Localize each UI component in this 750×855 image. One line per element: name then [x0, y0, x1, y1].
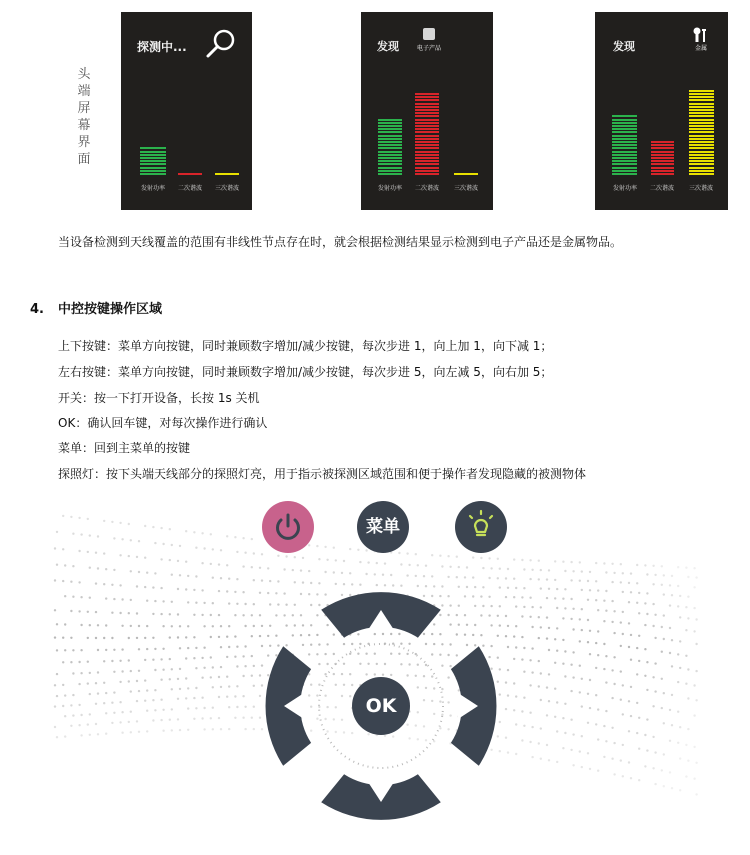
bar-segment: [378, 157, 402, 159]
bar-segment: [689, 128, 714, 130]
bar-third-harmonic: [215, 172, 239, 175]
screen-found-metal: [595, 12, 728, 210]
bar-segment: [689, 122, 714, 124]
side-label-char: 头: [77, 67, 91, 82]
bar-second-harmonic: [178, 172, 202, 175]
bar-transmit-power: [140, 146, 166, 175]
bar-segment: [651, 141, 674, 143]
bar-segment: [378, 131, 402, 133]
bar-segment: [612, 119, 637, 121]
bar-segment: [689, 99, 714, 101]
bar-segment: [415, 119, 439, 121]
bar-segment: [651, 154, 674, 156]
screen-found-electronic: [361, 12, 493, 210]
bar-segment: [651, 160, 674, 162]
bar-segment: [415, 135, 439, 137]
bar-segment: [689, 125, 714, 127]
bar-label: 发射功率: [612, 185, 637, 192]
bar-segment: [415, 109, 439, 111]
bar-segment: [415, 141, 439, 143]
bar-segment: [689, 147, 714, 149]
bar-segment: [378, 138, 402, 140]
bar-segment: [378, 170, 402, 172]
bar-segment: [651, 157, 674, 159]
bar-segment: [689, 90, 714, 92]
screen-title: 发现: [377, 40, 399, 53]
screen-section-side-label: [76, 66, 92, 168]
bar-segment: [378, 154, 402, 156]
searchlight-button[interactable]: [455, 501, 507, 553]
bar-third-harmonic: [454, 172, 478, 175]
bar-segment: [415, 122, 439, 124]
bar-label: 发射功率: [377, 185, 402, 192]
bar-label: 发射功率: [140, 185, 165, 192]
bar-segment: [612, 138, 637, 140]
bar-segment: [612, 151, 637, 153]
bar-segment: [612, 173, 637, 175]
bar-segment: [178, 173, 202, 175]
bar-segment: [612, 154, 637, 156]
bar-segment: [415, 103, 439, 105]
bar-segment: [378, 135, 402, 137]
screen-scanning: [121, 12, 252, 210]
bar-label: 二次谐波: [414, 185, 439, 192]
bar-second-harmonic: [651, 140, 674, 175]
desc-up-down-keys: 上下按键：菜单方向按键，同时兼顾数字增加/减少按键，每次步进 1，向上加 1，向下减 1；: [58, 339, 553, 353]
bar-third-harmonic: [689, 89, 714, 175]
bar-segment: [689, 115, 714, 117]
metal-icon: [692, 27, 710, 43]
side-label-char: 面: [77, 152, 91, 167]
bar-segment: [689, 154, 714, 156]
bar-segment: [140, 157, 166, 159]
bar-segment: [689, 170, 714, 172]
ok-button-label: OK: [365, 695, 397, 717]
bar-segment: [140, 151, 166, 153]
bar-segment: [454, 173, 478, 175]
bar-segment: [689, 135, 714, 137]
bar-segment: [651, 144, 674, 146]
bar-segment: [651, 170, 674, 172]
bar-segment: [612, 128, 637, 130]
bar-segment: [689, 106, 714, 108]
bar-segment: [612, 131, 637, 133]
bar-segment: [415, 138, 439, 140]
bar-segment: [612, 115, 637, 117]
menu-button[interactable]: [357, 501, 409, 553]
bar-segment: [378, 144, 402, 146]
screen-title: 探测中...: [137, 40, 187, 54]
screens-caption: 当设备检测到天线覆盖的范围有非线性节点存在时，就会根据检测结果显示检测到电子产品还是金属物品。: [58, 235, 623, 249]
bar-segment: [689, 160, 714, 162]
bar-segment: [612, 167, 637, 169]
bar-segment: [215, 173, 239, 175]
desc-searchlight-key: 探照灯：按下头端天线部分的探照灯亮，用于指示被探测区域范围和便于操作者发现隐藏的被测物体: [58, 467, 587, 481]
bar-segment: [689, 112, 714, 114]
bar-segment: [689, 173, 714, 175]
power-button[interactable]: [262, 501, 314, 553]
bar-label: 二次谐波: [649, 185, 674, 192]
bar-segment: [689, 157, 714, 159]
bar-segment: [140, 173, 166, 175]
bar-segment: [612, 141, 637, 143]
bar-segment: [415, 96, 439, 98]
bar-segment: [378, 147, 402, 149]
bar-segment: [378, 122, 402, 124]
bar-segment: [140, 170, 166, 172]
power-icon: [262, 501, 314, 553]
bar-segment: [415, 115, 439, 117]
bar-segment: [612, 144, 637, 146]
bar-segment: [415, 160, 439, 162]
bar-segment: [415, 147, 439, 149]
side-label-char: 端: [77, 84, 91, 99]
bar-segment: [689, 163, 714, 165]
bar-segment: [415, 99, 439, 101]
bar-segment: [651, 163, 674, 165]
bar-segment: [378, 160, 402, 162]
bar-segment: [689, 141, 714, 143]
bar-segment: [378, 125, 402, 127]
icon-label: 电子产品: [416, 45, 441, 52]
side-label-char: 幕: [77, 118, 91, 133]
bar-segment: [378, 128, 402, 130]
bar-segment: [415, 106, 439, 108]
desc-left-right-keys: 左右按键：菜单方向按键，同时兼顾数字增加/减少按键，每次步进 5，向左减 5，向右加 5；: [58, 365, 553, 379]
bar-segment: [689, 131, 714, 133]
screen-title: 发现: [613, 40, 635, 53]
magnifier-icon: [203, 26, 239, 62]
bar-second-harmonic: [415, 92, 439, 175]
bar-transmit-power: [612, 114, 637, 175]
bar-label: 二次谐波: [177, 185, 202, 192]
bar-segment: [415, 125, 439, 127]
bar-segment: [689, 119, 714, 121]
bar-segment: [689, 151, 714, 153]
bar-segment: [651, 147, 674, 149]
bar-segment: [689, 167, 714, 169]
bar-segment: [689, 96, 714, 98]
section-title: 中控按键操作区域: [58, 302, 163, 317]
side-label-char: 界: [77, 135, 91, 150]
bar-segment: [415, 112, 439, 114]
bar-segment: [612, 170, 637, 172]
desc-ok-key: OK：确认回车键，对每次操作进行确认: [58, 416, 268, 430]
bar-segment: [378, 141, 402, 143]
bar-segment: [378, 163, 402, 165]
bar-label: 三次谐波: [453, 185, 478, 192]
icon-label: 金属: [694, 45, 707, 52]
bar-segment: [612, 163, 637, 165]
bar-segment: [378, 119, 402, 121]
searchlight-icon: [455, 501, 507, 553]
bar-segment: [689, 93, 714, 95]
side-label-char: 屏: [77, 101, 91, 116]
bar-segment: [415, 131, 439, 133]
bar-segment: [378, 151, 402, 153]
desc-power-key: 开关：按一下打开设备，长按 1s 关机: [58, 391, 260, 405]
bar-segment: [689, 109, 714, 111]
bar-segment: [140, 167, 166, 169]
electronic-product-icon: [423, 28, 435, 40]
menu-button-label: 菜单: [366, 517, 400, 537]
bar-segment: [140, 147, 166, 149]
bar-segment: [612, 147, 637, 149]
bar-segment: [140, 160, 166, 162]
bar-segment: [415, 144, 439, 146]
bar-segment: [140, 163, 166, 165]
bar-segment: [415, 167, 439, 169]
bar-segment: [415, 157, 439, 159]
bar-segment: [415, 163, 439, 165]
bar-segment: [612, 160, 637, 162]
bar-label: 三次谐波: [688, 185, 713, 192]
bar-segment: [378, 167, 402, 169]
bar-segment: [612, 125, 637, 127]
desc-menu-key: 菜单：回到主菜单的按键: [58, 441, 191, 455]
bar-segment: [689, 144, 714, 146]
bar-segment: [612, 122, 637, 124]
bar-segment: [651, 167, 674, 169]
bar-transmit-power: [378, 117, 402, 175]
bar-segment: [415, 151, 439, 153]
bar-segment: [140, 154, 166, 156]
bar-segment: [689, 138, 714, 140]
bar-segment: [415, 93, 439, 95]
bar-segment: [415, 128, 439, 130]
bar-segment: [612, 157, 637, 159]
bar-segment: [651, 151, 674, 153]
bar-segment: [415, 170, 439, 172]
bar-segment: [612, 135, 637, 137]
bar-segment: [378, 173, 402, 175]
bar-segment: [415, 173, 439, 175]
bar-segment: [689, 103, 714, 105]
bar-segment: [415, 154, 439, 156]
section-number: 4.: [30, 302, 44, 317]
section-heading: [30, 298, 162, 317]
bar-segment: [651, 173, 674, 175]
bar-label: 三次谐波: [214, 185, 239, 192]
